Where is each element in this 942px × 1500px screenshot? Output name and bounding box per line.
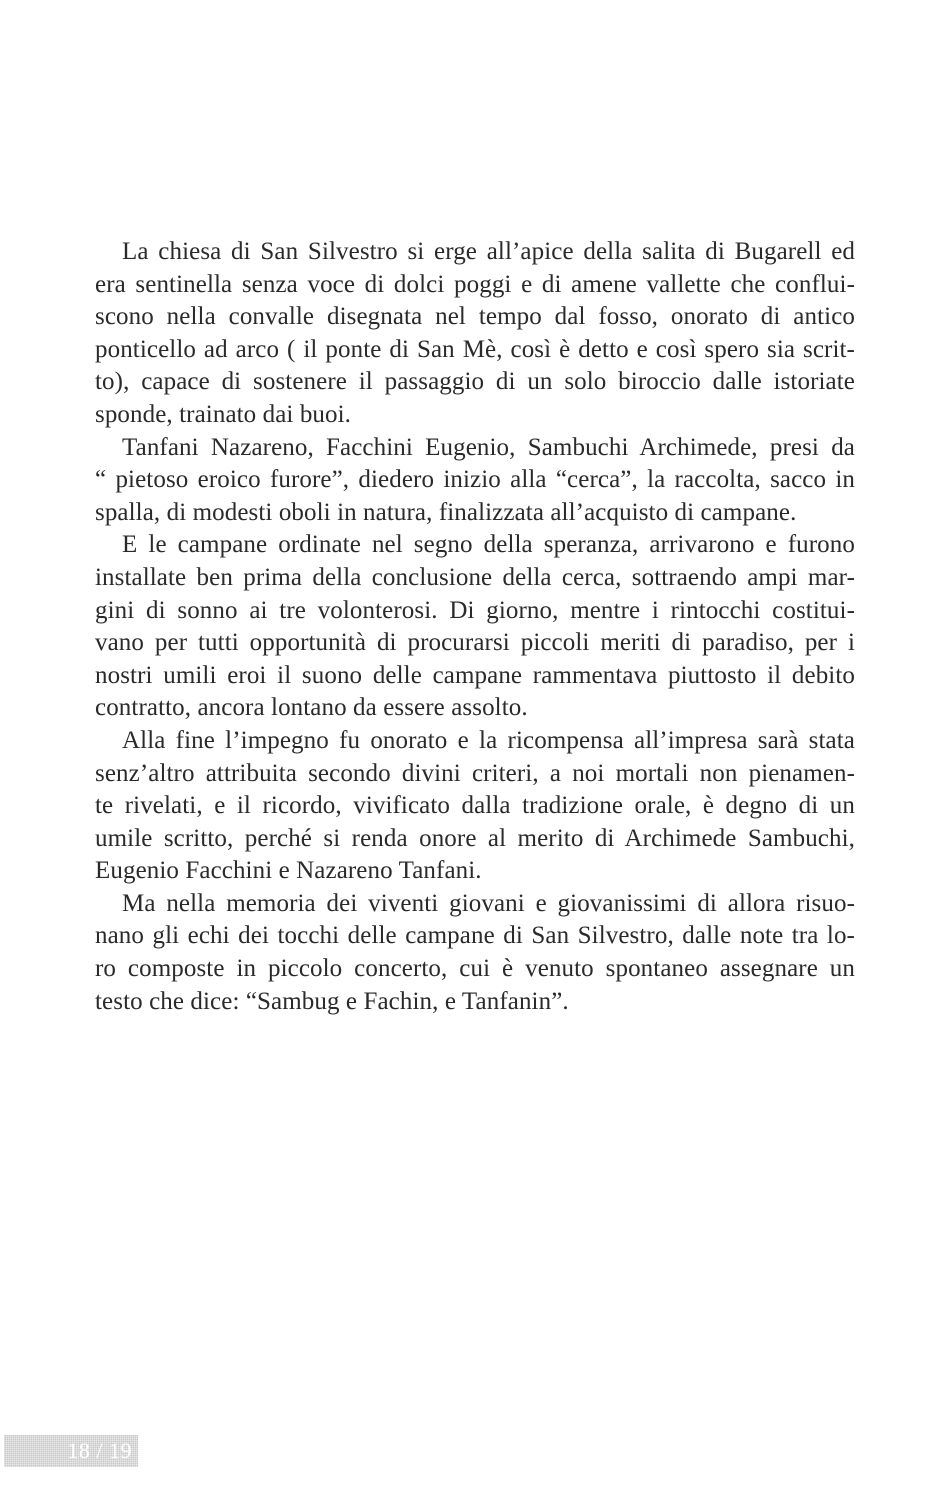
text-line: era sentinella senza voce di dolci poggi e di amene vallette che conflui- <box>95 270 855 298</box>
text-line: installate ben prima della conclusione della cerca, sottraendo ampi mar- <box>95 563 855 591</box>
text-line: Alla fine l’impegno fu onorato e la ricompensa all’impresa sarà stata <box>122 726 855 754</box>
text-line: scono nella convalle disegnata nel tempo dal fosso, onorato di antico <box>95 303 855 331</box>
text-line: senz’altro attribuita secondo divini criteri, a noi mortali non pienamen- <box>95 759 855 787</box>
text-line: Eugenio Facchini e Nazareno Tanfani. <box>95 857 482 885</box>
paragraph <box>95 529 855 725</box>
text-line: to), capace di sostenere il passaggio di un solo biroccio dalle istoriate <box>95 368 855 396</box>
paragraph <box>95 888 855 1018</box>
paragraph <box>95 236 855 432</box>
body-text <box>95 236 855 1018</box>
paragraph <box>95 725 855 888</box>
text-line: vano per tutti opportunità di procurarsi piccoli meriti di paradiso, per i <box>95 629 855 657</box>
paragraph <box>95 432 855 530</box>
text-line: gini di sonno ai tre volonterosi. Di giorno, mentre i rintocchi costitui- <box>95 596 855 624</box>
text-line: E le campane ordinate nel segno della speranza, arrivarono e furono <box>122 531 855 559</box>
page-number-badge <box>4 1435 138 1467</box>
text-line: La chiesa di San Silvestro si erge all’apice della salita di Bugarell ed <box>122 238 855 265</box>
text-line: contratto, ancora lontano da essere assolto. <box>95 694 528 722</box>
page-number: 18 / 19 <box>67 1438 132 1463</box>
text-line: Tanfani Nazareno, Facchini Eugenio, Sambuchi Archimede, presi da <box>122 433 855 461</box>
text-line: testo che dice: “Sambug e Fachin, e Tanfanin”. <box>95 987 569 1015</box>
text-line: ro composte in piccolo concerto, cui è venuto spontaneo assegnare un <box>95 955 855 983</box>
text-line: sponde, trainato dai buoi. <box>95 400 352 428</box>
text-line: umile scritto, perché si renda onore al merito di Archimede Sambuchi, <box>95 824 855 852</box>
text-line: ponticello ad arco ( il ponte di San Mè, così è detto e così spero sia scrit- <box>95 335 855 363</box>
text-line: Ma nella memoria dei viventi giovani e giovanissimi di allora risuo- <box>122 889 855 917</box>
text-line: nano gli echi dei tocchi delle campane di San Silvestro, dalle note tra lo- <box>95 922 855 950</box>
text-line: nostri umili eroi il suono delle campane rammentava piuttosto il debito <box>95 661 855 689</box>
text-line: spalla, di modesti oboli in natura, finalizzata all’acquisto di campane. <box>95 498 797 526</box>
text-line: te rivelati, e il ricordo, vivificato dalla tradizione orale, è degno di un <box>95 792 855 820</box>
text-line: “ pietoso eroico furore”, diedero inizio alla “cerca”, la raccolta, sacco in <box>95 466 855 494</box>
